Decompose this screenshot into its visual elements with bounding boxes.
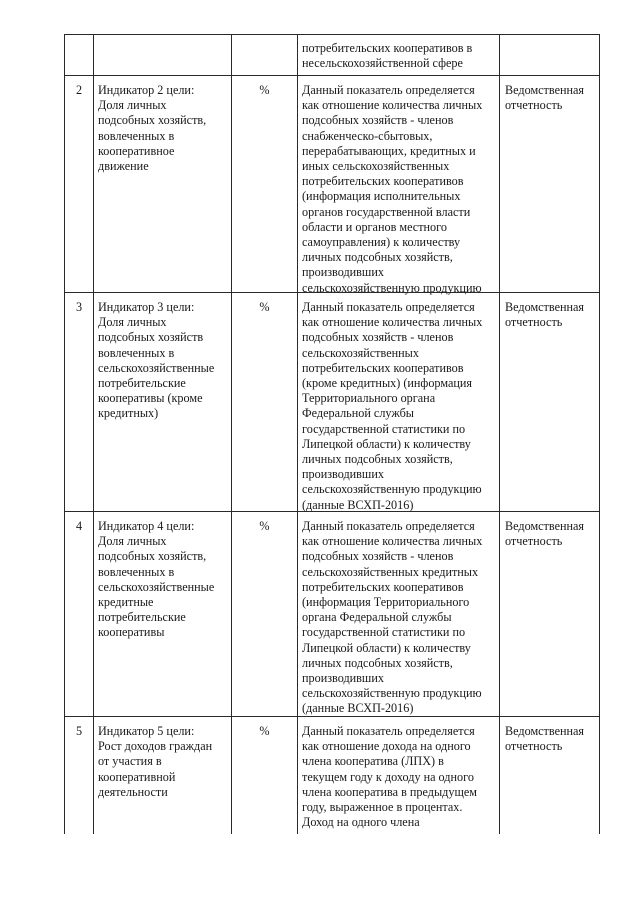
table-cell-source: Ведомственная отчетность [505,300,585,330]
column-divider-unit [297,34,298,834]
table-cell-method-continued: потребительских кооперативов в несельскохозяйственной сфере [302,41,473,71]
row-divider [64,75,600,76]
column-divider-num [93,34,94,834]
table-cell-indicator: Индикатор 3 цели: Доля личных подсобных хозяйств вовлеченных в сельскохозяйственные потребительские кооперативы (кроме кредитных) [98,300,215,421]
table-cell-indicator: Индикатор 4 цели: Доля личных подсобных хозяйств, вовлеченных в сельскохозяйственные кредитные потребительские кооперативы [98,519,215,640]
table-cell-num: 3 [75,300,83,314]
table-cell-method: Данный показатель определяется как отношение количества личных подсобных хозяйств - членов снабженческо-сбытовых, перерабатывающих, кредитных и иных сельскохозяйственных потребительских кооперативов (информация исполнительных органов государственной власти области и органов местного самоуправления) к количеству личных подсобных хозяйств, производивших сельскохозяйственную продукцию [302,83,483,295]
column-divider-indicator [231,34,232,834]
table-cell-source: Ведомственная отчетность [505,83,585,113]
table-cell-source: Ведомственная отчетность [505,724,585,754]
table-border-right [599,34,600,834]
table-cell-unit: % [259,519,270,533]
table-cell-indicator: Индикатор 5 цели: Рост доходов граждан от участия в кооперативной деятельности [98,724,213,799]
table-border-top [64,34,600,35]
table-cell-num: 5 [75,724,83,738]
table-cell-unit: % [259,724,270,738]
table-cell-source: Ведомственная отчетность [505,519,585,549]
table-cell-num: 4 [75,519,83,533]
table-cell-method: Данный показатель определяется как отношение количества личных подсобных хозяйств - членов сельскохозяйственных кредитных потребительских кооперативов (информация Территориального органа Федеральной службы государственной статистики по Липецкой области) к количеству личных подсобных хозяйств, производивших сельскохозяйственную продукцию (данные ВСХП-2016) [302,519,483,716]
column-divider-method [499,34,500,834]
table-border-left [64,34,65,834]
table-cell-method: Данный показатель определяется как отношение дохода на одного члена кооператива (ЛПХ) в текущем году к доходу на одного члена кооператива в предыдущем году, выраженное в процентах. Доход на одного члена [302,724,477,830]
table-cell-unit: % [259,83,270,97]
table-cell-method: Данный показатель определяется как отношение количества личных подсобных хозяйств - членов сельскохозяйственных потребительских кооперативов (кроме кредитных) (информация Территориального органа Федеральной службы государственной статистики по Липецкой области) к количеству личных подсобных хозяйств, производивших сельскохозяйственную продукцию (данные ВСХП-2016) [302,300,483,512]
table-cell-indicator: Индикатор 2 цели: Доля личных подсобных хозяйств, вовлеченных в кооперативное движение [98,83,207,174]
table-cell-num: 2 [75,83,83,97]
table-cell-unit: % [259,300,270,314]
